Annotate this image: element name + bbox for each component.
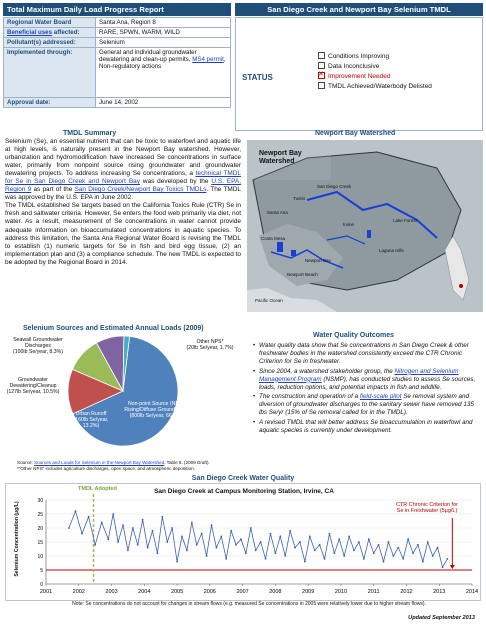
status-label: STATUS [242, 73, 273, 82]
implemented-value: General and individual groundwater dewatering and clean-up permits, MS4 permit, Non-regulatory actions [96, 48, 231, 98]
y-tick-label: 15 [37, 540, 43, 546]
data-point [368, 538, 370, 540]
data-point [274, 552, 276, 554]
status-improvement-needed: ✕Improvement Needed [318, 72, 432, 82]
map-place-newport-bay: Newport Bay [305, 258, 331, 263]
map-place-pacific-ocean: Pacific Ocean [255, 298, 283, 303]
data-point [68, 527, 70, 529]
data-point [235, 544, 237, 546]
status-tmdl-achieved: TMDL Achieved/Waterbody Delisted [318, 82, 432, 92]
data-point [402, 558, 404, 560]
data-point [225, 558, 227, 560]
x-tick-label: 2009 [302, 589, 315, 595]
data-point [397, 547, 399, 549]
pollutant-value: Selenium [96, 38, 231, 48]
data-point [122, 524, 124, 526]
data-point [358, 541, 360, 543]
data-point [201, 533, 203, 535]
data-point [392, 555, 394, 557]
pie-label-nps-groundwater: Non-point Source (NPS) Rising/Diffuse Groundwater (800lb Se/year, 66.1%) [124, 401, 188, 420]
map-title: Newport Bay Watershed [315, 130, 396, 137]
ms4-permit-link[interactable]: MS4 permit [192, 56, 224, 63]
tmdl-adopted-label: TMDL Adopted [78, 486, 117, 492]
criterion-arrow-head [450, 565, 455, 569]
data-point [171, 527, 173, 529]
x-tick-label: 2014 [465, 589, 479, 595]
x-tick-label: 2004 [138, 589, 151, 595]
checkbox-icon [318, 82, 325, 89]
data-point [333, 552, 335, 554]
pie-label-other-nps: Other NPS* (20lb Se/year, 1.7%) [186, 339, 234, 352]
data-point [147, 547, 149, 549]
approval-date-label: Approval date: [4, 98, 96, 108]
beneficial-uses-value: RARE, SPWN, WARM, WILD [96, 28, 231, 38]
status-data-inconclusive: Data Inconclusive [318, 62, 432, 72]
x-tick-label: 2007 [236, 589, 249, 595]
data-point [176, 561, 178, 563]
epa-region9-link[interactable]: U.S. EPA, Region 9 [5, 178, 241, 194]
beneficial-uses-label: Beneficial uses affected: [4, 28, 96, 38]
regional-board-value: Santa Ana, Region 8 [96, 18, 231, 28]
data-point [255, 550, 257, 552]
data-point [216, 547, 218, 549]
y-tick-label: 0 [40, 582, 43, 588]
data-point [260, 541, 262, 543]
data-point [142, 519, 144, 521]
data-point [319, 544, 321, 546]
data-point [196, 544, 198, 546]
map-place-santa-ana: Santa Ana [267, 210, 288, 215]
x-tick-label: 2010 [334, 589, 348, 595]
pie-label-seawall: Seawall Groundwater Discharges (100lb Se/year, 8.3%) [13, 337, 63, 356]
regional-board-label: Regional Water Board [4, 18, 96, 28]
data-point [94, 544, 96, 546]
map-place-irvine: Irvine [343, 222, 355, 227]
data-point [220, 536, 222, 538]
outcome-item-1: • Water quality data show that Se concentrations in San Diego Creek & other freshwater bodies in the watershed consistently exceed the CTR Chronic Criterion for Se in freshwater. [253, 342, 481, 366]
criterion-label: CTR Chronic Criterion for Se in Freshwater (5µg/L) [395, 502, 459, 514]
data-point [383, 561, 385, 563]
map-place-costa-mesa: Costa Mesa [261, 236, 286, 241]
watershed-map [247, 140, 483, 312]
data-point [107, 538, 109, 540]
x-tick-label: 2006 [203, 589, 216, 595]
sources-loads-link[interactable]: Sources and Loads for Selenium in the Newport Bay Watershed [34, 460, 165, 465]
data-point [432, 555, 434, 557]
data-point [299, 541, 301, 543]
y-tick-label: 10 [37, 554, 43, 560]
data-point [245, 552, 247, 554]
map-place-lake-forest: Lake Forest [393, 218, 417, 223]
y-tick-label: 30 [37, 498, 43, 504]
report-title: Total Maximum Daily Load Progress Report [3, 3, 231, 16]
data-point [422, 561, 424, 563]
checkbox-icon [318, 62, 325, 69]
beneficial-uses-link[interactable]: Beneficial uses [7, 29, 53, 36]
data-point [81, 533, 83, 535]
data-point [250, 527, 252, 529]
data-point [270, 533, 272, 535]
map-place-tustin: Tustin [293, 196, 306, 201]
data-point [353, 550, 355, 552]
y-tick-label: 5 [40, 568, 43, 574]
outcome-item-4: • A revised TMDL that will better address Se bioaccumulation in waterfowl and aquatic species is currently under development. [253, 419, 481, 435]
pie-chart [3, 333, 243, 457]
field-scale-pilot-link[interactable]: field-scale pilot [359, 393, 402, 401]
chart-note: Note: Se concentrations do not account for changes in stream flows (e.g. measured Se concentrations in 2005 were relatively lower due to higher stream flows). [72, 601, 426, 607]
data-point [329, 533, 331, 535]
data-point [88, 516, 90, 518]
data-point [279, 536, 281, 538]
data-point [265, 558, 267, 560]
data-point [304, 561, 306, 563]
y-tick-label: 20 [37, 526, 43, 532]
data-point [324, 558, 326, 560]
data-point [157, 552, 159, 554]
x-tick-label: 2011 [367, 589, 380, 595]
x-tick-label: 2013 [433, 589, 446, 595]
data-point [181, 536, 183, 538]
data-point [101, 522, 103, 524]
outcomes-list [253, 342, 481, 437]
summary-title: TMDL Summary [63, 130, 117, 137]
data-point [442, 566, 444, 568]
line-chart-title: San Diego Creek at Campus Monitoring Station, Irvine, CA [154, 488, 334, 495]
outcome-item-3: • The construction and operation of a field-scale pilot Se removal system and diversion of groundwater discharges to the sanitary sewer have removed 135 lbs Se/yr (15% of Se removal called for in the TMDL). [253, 393, 481, 417]
data-point [417, 544, 419, 546]
data-point [343, 555, 345, 557]
data-point [211, 524, 213, 526]
x-tick-label: 2008 [269, 589, 282, 595]
x-tick-label: 2012 [400, 589, 413, 595]
pie-source: Source: Sources and Loads for Selenium in the Newport Bay Watershed, Table 8. (2009 Draft). *"Other NPS" includes agriculture discharges, open space, and atmospheric deposition. [17, 460, 210, 471]
data-point [314, 550, 316, 552]
updated-date: Updated September 2013 [408, 615, 475, 621]
implemented-label: Implemented through: [4, 48, 96, 98]
technical-tmdl-link[interactable]: technical TMDL for Se in San Diego Creek and Newport Bay [5, 170, 241, 186]
data-point [407, 538, 409, 540]
data-point [309, 536, 311, 538]
map-place-laguna-hills: Laguna Hills [379, 248, 404, 253]
data-point [230, 530, 232, 532]
pie-chart-title: Selenium Sources and Estimated Annual Loads (2009) [23, 325, 204, 332]
pie-label-urban-runoff: Urban Runoff (160lb Se/year, 13.2%) [73, 411, 109, 430]
data-point [437, 547, 439, 549]
data-point [75, 510, 77, 512]
x-tick-label: 2002 [72, 589, 85, 595]
progress-report-page [3, 3, 483, 625]
data-point [373, 552, 375, 554]
status-conditions-improving: Conditions Improving [318, 52, 432, 62]
map-place-newport-beach: Newport Beach [287, 272, 318, 277]
map-place-san-diego-creek: San Diego Creek [317, 184, 352, 189]
x-tick-label: 2003 [105, 589, 118, 595]
data-point [161, 516, 163, 518]
pollutant-label: Pollutant(s) addressed: [4, 38, 96, 48]
data-point [117, 541, 119, 543]
summary-paragraph-1: Selenium (Se), an essential nutrient that can be toxic to waterfowl and aquatic life at high levels, is naturally present in the Newport Bay watershed. However, urbanization and hydromodification have increased Se concentrations in surface water, primarily from nonpoint source rising groundwater and groundwater dewatering projects. To address increasing Se concentrations, a technical TMDL for Se in San Diego Creek and Newport Bay was developed by the U.S. EPA, Region 9 as part of the San Diego Creek/Newport Bay Toxics TMDLs. The TMDL was approved by the U.S. EPA in June 2002. [5, 138, 242, 202]
outcome-item-2: • Since 2004, a watershed stakeholder group, the Nitrogen and Selenium Management Program (NSMP), has conducted studies to assess Se sources, loads, reduction options, and potential impacts in fish and wildlife. [253, 368, 481, 392]
checkbox-icon [318, 52, 325, 59]
line-chart-box [5, 483, 481, 601]
data-point [191, 522, 193, 524]
water-quality-section-title: San Diego Creek Water Quality [191, 475, 295, 482]
toxics-tmdls-link[interactable]: San Diego Creek/Newport Bay Toxics TMDLs [74, 186, 207, 194]
data-point [447, 558, 449, 560]
data-point [388, 541, 390, 543]
x-tick-label: 2001 [39, 589, 53, 595]
tmdl-title: San Diego Creek and Newport Bay Selenium TMDL [235, 3, 483, 16]
data-point [137, 544, 139, 546]
status-list [318, 52, 432, 92]
selenium-series-line [69, 511, 447, 567]
summary-text [5, 138, 241, 267]
data-point [338, 538, 340, 540]
status-box [235, 17, 483, 131]
data-point [427, 541, 429, 543]
data-point [127, 550, 129, 552]
y-tick-label: 25 [37, 512, 43, 518]
data-point [206, 555, 208, 557]
data-point [240, 538, 242, 540]
outcomes-title: Water Quality Outcomes [313, 332, 395, 339]
x-tick-label: 2005 [170, 589, 184, 595]
checked-checkbox-icon [318, 72, 325, 79]
data-point [412, 552, 414, 554]
map-watershed-label: Newport Bay Watershed [259, 150, 302, 165]
data-point [132, 527, 134, 529]
data-point [186, 550, 188, 552]
approval-date-value: June 14, 2002 [96, 98, 231, 108]
data-point [348, 536, 350, 538]
data-point [294, 547, 296, 549]
data-point [289, 530, 291, 532]
data-point [166, 541, 168, 543]
summary-paragraph-2: The TMDL established Se targets based on the California Toxics Rule (CTR) Se in fresh and saltwater criteria. However, Se enters the food web primarily via diet, not water. As a result, measurement of Se concentrations in water cannot provide adequate information on bioaccumulated concentrations in aquatic species. To address this limitation, the Santa Ana Regional Water Board is revising the TMDL to establish (1) numeric targets for Se in fish and bird egg tissue, (2) an implementation plan and (3) a compliance schedule. The new TMDL is expected to be adopted by the Regional Board in 2014. [5, 202, 241, 266]
info-table [3, 17, 231, 108]
line-chart-ylabel: Selenium Concentration (µg/L) [14, 501, 20, 577]
data-point [363, 558, 365, 560]
data-point [378, 544, 380, 546]
pie-label-dewatering: Groundwater Dewatering/Cleanup (127lb Se/year, 10.5%) [6, 377, 60, 396]
nsmp-link[interactable]: Nitrogen and Selenium Management Program [259, 367, 459, 383]
data-point [112, 513, 114, 515]
data-point [284, 555, 286, 557]
data-point [152, 530, 154, 532]
